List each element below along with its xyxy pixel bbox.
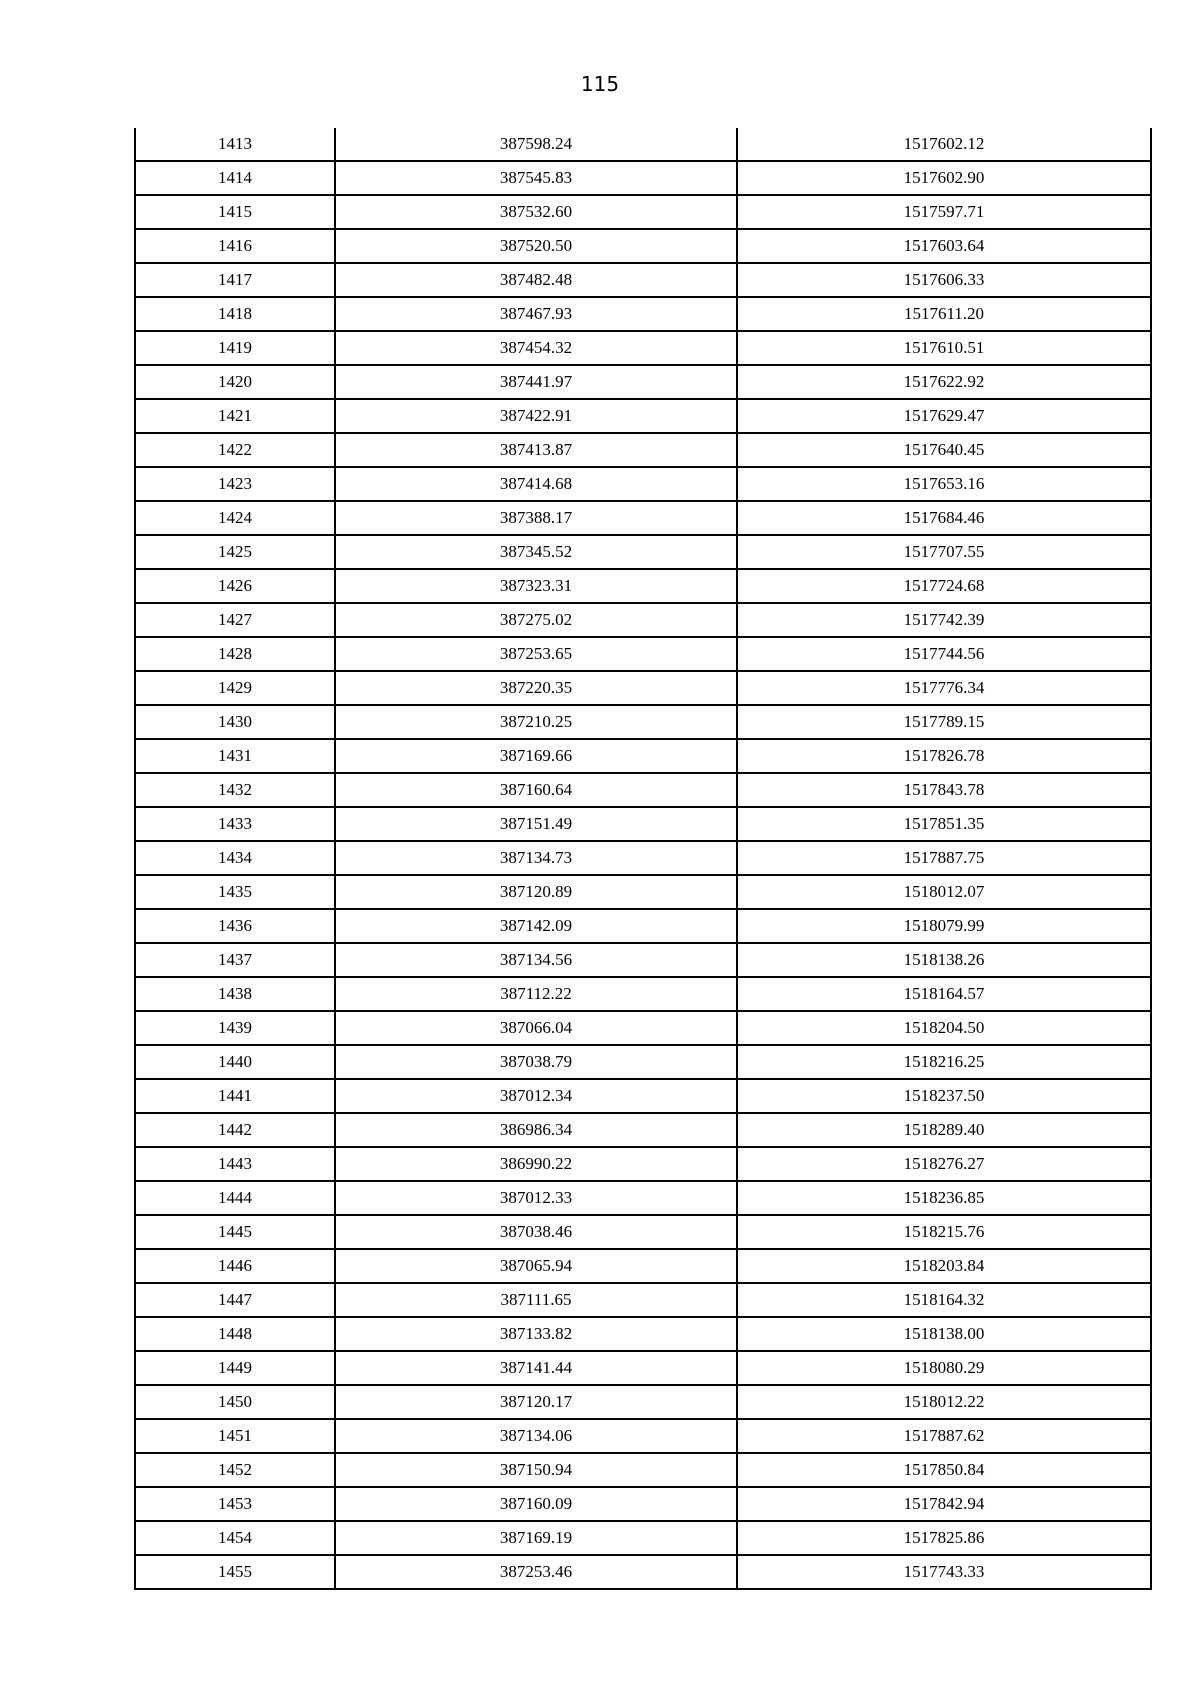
y-coordinate-cell: 1517826.78 bbox=[737, 739, 1151, 773]
table-row bbox=[135, 1045, 1151, 1079]
point-number-cell: 1453 bbox=[135, 1487, 335, 1521]
y-coordinate-cell: 1518276.27 bbox=[737, 1147, 1151, 1181]
y-coordinate-cell: 1518216.25 bbox=[737, 1045, 1151, 1079]
table-row bbox=[135, 331, 1151, 365]
x-coordinate-cell: 387169.19 bbox=[335, 1521, 737, 1555]
table-row bbox=[135, 603, 1151, 637]
point-number-cell: 1448 bbox=[135, 1317, 335, 1351]
point-number-cell: 1449 bbox=[135, 1351, 335, 1385]
y-coordinate-cell: 1517851.35 bbox=[737, 807, 1151, 841]
y-coordinate-cell: 1518236.85 bbox=[737, 1181, 1151, 1215]
y-coordinate-cell: 1518215.76 bbox=[737, 1215, 1151, 1249]
x-coordinate-cell: 387160.09 bbox=[335, 1487, 737, 1521]
x-coordinate-cell: 387160.64 bbox=[335, 773, 737, 807]
table-row bbox=[135, 1555, 1151, 1589]
point-number-cell: 1419 bbox=[135, 331, 335, 365]
x-coordinate-cell: 387220.35 bbox=[335, 671, 737, 705]
table-row bbox=[135, 1453, 1151, 1487]
y-coordinate-cell: 1518080.29 bbox=[737, 1351, 1151, 1385]
y-coordinate-cell: 1517724.68 bbox=[737, 569, 1151, 603]
y-coordinate-cell: 1517742.39 bbox=[737, 603, 1151, 637]
x-coordinate-cell: 387422.91 bbox=[335, 399, 737, 433]
point-number-cell: 1445 bbox=[135, 1215, 335, 1249]
y-coordinate-cell: 1518164.32 bbox=[737, 1283, 1151, 1317]
y-coordinate-cell: 1517887.75 bbox=[737, 841, 1151, 875]
y-coordinate-cell: 1518164.57 bbox=[737, 977, 1151, 1011]
point-number-cell: 1455 bbox=[135, 1555, 335, 1589]
x-coordinate-cell: 387066.04 bbox=[335, 1011, 737, 1045]
y-coordinate-cell: 1517610.51 bbox=[737, 331, 1151, 365]
table-row bbox=[135, 1385, 1151, 1419]
table-row bbox=[135, 1283, 1151, 1317]
table-row bbox=[135, 1317, 1151, 1351]
y-coordinate-cell: 1518237.50 bbox=[737, 1079, 1151, 1113]
point-number-cell: 1418 bbox=[135, 297, 335, 331]
x-coordinate-cell: 387413.87 bbox=[335, 433, 737, 467]
point-number-cell: 1413 bbox=[135, 128, 335, 161]
y-coordinate-cell: 1518289.40 bbox=[737, 1113, 1151, 1147]
point-number-cell: 1441 bbox=[135, 1079, 335, 1113]
point-number-cell: 1439 bbox=[135, 1011, 335, 1045]
table-row bbox=[135, 637, 1151, 671]
point-number-cell: 1427 bbox=[135, 603, 335, 637]
table-row bbox=[135, 875, 1151, 909]
point-number-cell: 1436 bbox=[135, 909, 335, 943]
y-coordinate-cell: 1517602.12 bbox=[737, 128, 1151, 161]
point-number-cell: 1446 bbox=[135, 1249, 335, 1283]
point-number-cell: 1450 bbox=[135, 1385, 335, 1419]
x-coordinate-cell: 387545.83 bbox=[335, 161, 737, 195]
x-coordinate-cell: 387038.46 bbox=[335, 1215, 737, 1249]
point-number-cell: 1447 bbox=[135, 1283, 335, 1317]
y-coordinate-cell: 1517744.56 bbox=[737, 637, 1151, 671]
x-coordinate-cell: 387253.65 bbox=[335, 637, 737, 671]
table-row bbox=[135, 909, 1151, 943]
point-number-cell: 1440 bbox=[135, 1045, 335, 1079]
table-row bbox=[135, 229, 1151, 263]
table-row bbox=[135, 297, 1151, 331]
table-row bbox=[135, 1351, 1151, 1385]
point-number-cell: 1454 bbox=[135, 1521, 335, 1555]
point-number-cell: 1435 bbox=[135, 875, 335, 909]
x-coordinate-cell: 387467.93 bbox=[335, 297, 737, 331]
x-coordinate-cell: 387388.17 bbox=[335, 501, 737, 535]
x-coordinate-cell: 387441.97 bbox=[335, 365, 737, 399]
x-coordinate-cell: 387134.73 bbox=[335, 841, 737, 875]
table-row bbox=[135, 501, 1151, 535]
y-coordinate-cell: 1517597.71 bbox=[737, 195, 1151, 229]
coordinate-table-body bbox=[135, 128, 1151, 1589]
y-coordinate-cell: 1518138.00 bbox=[737, 1317, 1151, 1351]
y-coordinate-cell: 1517640.45 bbox=[737, 433, 1151, 467]
table-row bbox=[135, 1079, 1151, 1113]
point-number-cell: 1438 bbox=[135, 977, 335, 1011]
page-number: 115 bbox=[580, 72, 620, 96]
y-coordinate-cell: 1517842.94 bbox=[737, 1487, 1151, 1521]
table-row bbox=[135, 807, 1151, 841]
point-number-cell: 1429 bbox=[135, 671, 335, 705]
x-coordinate-cell: 387150.94 bbox=[335, 1453, 737, 1487]
point-number-cell: 1425 bbox=[135, 535, 335, 569]
x-coordinate-cell: 387482.48 bbox=[335, 263, 737, 297]
table-row bbox=[135, 263, 1151, 297]
point-number-cell: 1433 bbox=[135, 807, 335, 841]
y-coordinate-cell: 1517825.86 bbox=[737, 1521, 1151, 1555]
x-coordinate-cell: 387414.68 bbox=[335, 467, 737, 501]
x-coordinate-cell: 387012.34 bbox=[335, 1079, 737, 1113]
x-coordinate-cell: 387065.94 bbox=[335, 1249, 737, 1283]
y-coordinate-cell: 1518204.50 bbox=[737, 1011, 1151, 1045]
x-coordinate-cell: 387151.49 bbox=[335, 807, 737, 841]
point-number-cell: 1422 bbox=[135, 433, 335, 467]
y-coordinate-cell: 1517684.46 bbox=[737, 501, 1151, 535]
table-row bbox=[135, 195, 1151, 229]
x-coordinate-cell: 387134.06 bbox=[335, 1419, 737, 1453]
point-number-cell: 1437 bbox=[135, 943, 335, 977]
table-row bbox=[135, 1011, 1151, 1045]
table-row bbox=[135, 739, 1151, 773]
table-row bbox=[135, 569, 1151, 603]
x-coordinate-cell: 387133.82 bbox=[335, 1317, 737, 1351]
point-number-cell: 1424 bbox=[135, 501, 335, 535]
y-coordinate-cell: 1517789.15 bbox=[737, 705, 1151, 739]
y-coordinate-cell: 1518203.84 bbox=[737, 1249, 1151, 1283]
x-coordinate-cell: 387210.25 bbox=[335, 705, 737, 739]
point-number-cell: 1415 bbox=[135, 195, 335, 229]
table-row bbox=[135, 161, 1151, 195]
point-number-cell: 1414 bbox=[135, 161, 335, 195]
x-coordinate-cell: 387275.02 bbox=[335, 603, 737, 637]
x-coordinate-cell: 387038.79 bbox=[335, 1045, 737, 1079]
y-coordinate-cell: 1517602.90 bbox=[737, 161, 1151, 195]
y-coordinate-cell: 1518012.22 bbox=[737, 1385, 1151, 1419]
table-row bbox=[135, 399, 1151, 433]
point-number-cell: 1420 bbox=[135, 365, 335, 399]
table-row bbox=[135, 1419, 1151, 1453]
point-number-cell: 1416 bbox=[135, 229, 335, 263]
x-coordinate-cell: 387345.52 bbox=[335, 535, 737, 569]
table-row bbox=[135, 128, 1151, 161]
x-coordinate-cell: 387120.89 bbox=[335, 875, 737, 909]
table-row bbox=[135, 1249, 1151, 1283]
table-row bbox=[135, 433, 1151, 467]
x-coordinate-cell: 387142.09 bbox=[335, 909, 737, 943]
y-coordinate-cell: 1517843.78 bbox=[737, 773, 1151, 807]
x-coordinate-cell: 387169.66 bbox=[335, 739, 737, 773]
x-coordinate-cell: 387253.46 bbox=[335, 1555, 737, 1589]
point-number-cell: 1443 bbox=[135, 1147, 335, 1181]
table-row bbox=[135, 467, 1151, 501]
y-coordinate-cell: 1517606.33 bbox=[737, 263, 1151, 297]
table-row bbox=[135, 365, 1151, 399]
table-row bbox=[135, 1521, 1151, 1555]
x-coordinate-cell: 387112.22 bbox=[335, 977, 737, 1011]
table-row bbox=[135, 671, 1151, 705]
y-coordinate-cell: 1518079.99 bbox=[737, 909, 1151, 943]
point-number-cell: 1430 bbox=[135, 705, 335, 739]
point-number-cell: 1451 bbox=[135, 1419, 335, 1453]
table-row bbox=[135, 773, 1151, 807]
table-row bbox=[135, 1215, 1151, 1249]
point-number-cell: 1434 bbox=[135, 841, 335, 875]
y-coordinate-cell: 1517743.33 bbox=[737, 1555, 1151, 1589]
point-number-cell: 1421 bbox=[135, 399, 335, 433]
table-row bbox=[135, 1487, 1151, 1521]
y-coordinate-cell: 1517622.92 bbox=[737, 365, 1151, 399]
x-coordinate-cell: 387323.31 bbox=[335, 569, 737, 603]
point-number-cell: 1442 bbox=[135, 1113, 335, 1147]
x-coordinate-cell: 387520.50 bbox=[335, 229, 737, 263]
point-number-cell: 1432 bbox=[135, 773, 335, 807]
point-number-cell: 1444 bbox=[135, 1181, 335, 1215]
y-coordinate-cell: 1518138.26 bbox=[737, 943, 1151, 977]
y-coordinate-cell: 1517887.62 bbox=[737, 1419, 1151, 1453]
y-coordinate-cell: 1517603.64 bbox=[737, 229, 1151, 263]
x-coordinate-cell: 387141.44 bbox=[335, 1351, 737, 1385]
table-row bbox=[135, 1113, 1151, 1147]
y-coordinate-cell: 1517629.47 bbox=[737, 399, 1151, 433]
x-coordinate-cell: 387134.56 bbox=[335, 943, 737, 977]
table-row bbox=[135, 841, 1151, 875]
table-row bbox=[135, 535, 1151, 569]
point-number-cell: 1423 bbox=[135, 467, 335, 501]
point-number-cell: 1428 bbox=[135, 637, 335, 671]
point-number-cell: 1426 bbox=[135, 569, 335, 603]
y-coordinate-cell: 1517611.20 bbox=[737, 297, 1151, 331]
point-number-cell: 1452 bbox=[135, 1453, 335, 1487]
table-row bbox=[135, 705, 1151, 739]
y-coordinate-cell: 1517850.84 bbox=[737, 1453, 1151, 1487]
x-coordinate-cell: 387111.65 bbox=[335, 1283, 737, 1317]
coordinate-table bbox=[134, 128, 1152, 1590]
point-number-cell: 1417 bbox=[135, 263, 335, 297]
x-coordinate-cell: 387012.33 bbox=[335, 1181, 737, 1215]
table-row bbox=[135, 977, 1151, 1011]
x-coordinate-cell: 387120.17 bbox=[335, 1385, 737, 1419]
x-coordinate-cell: 387454.32 bbox=[335, 331, 737, 365]
y-coordinate-cell: 1517776.34 bbox=[737, 671, 1151, 705]
x-coordinate-cell: 387532.60 bbox=[335, 195, 737, 229]
x-coordinate-cell: 387598.24 bbox=[335, 128, 737, 161]
y-coordinate-cell: 1518012.07 bbox=[737, 875, 1151, 909]
x-coordinate-cell: 386990.22 bbox=[335, 1147, 737, 1181]
table-row bbox=[135, 1147, 1151, 1181]
y-coordinate-cell: 1517653.16 bbox=[737, 467, 1151, 501]
table-row bbox=[135, 1181, 1151, 1215]
y-coordinate-cell: 1517707.55 bbox=[737, 535, 1151, 569]
x-coordinate-cell: 386986.34 bbox=[335, 1113, 737, 1147]
point-number-cell: 1431 bbox=[135, 739, 335, 773]
table-row bbox=[135, 943, 1151, 977]
